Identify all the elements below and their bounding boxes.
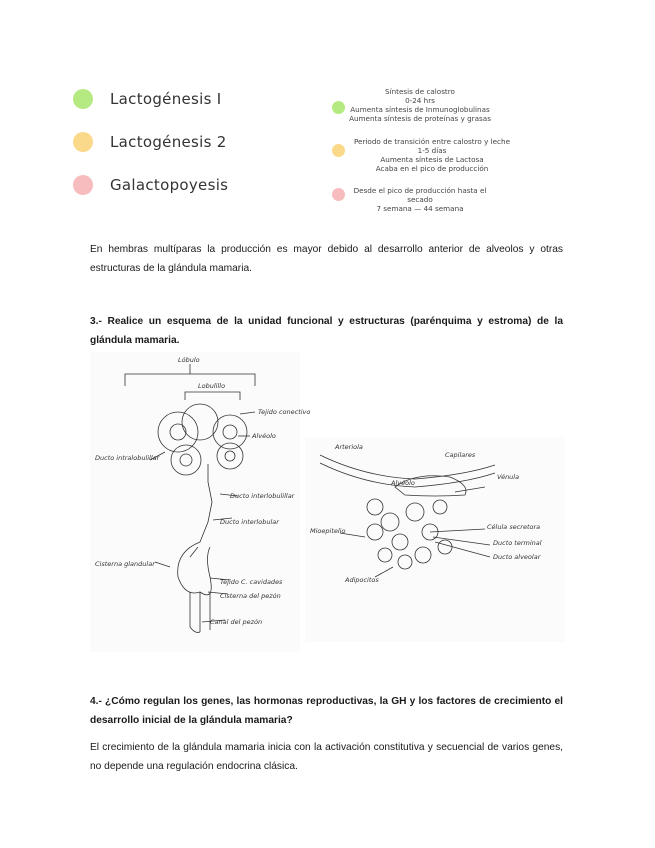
phase-dot-green <box>73 89 93 109</box>
diagram-label: Vénula <box>497 473 520 481</box>
diagram-label: Lobulillo <box>198 382 226 390</box>
alveolus-drawing <box>305 437 565 642</box>
phase-name: Galactopoyesis <box>110 176 229 194</box>
diagram-label: Célula secretora <box>487 523 541 531</box>
diagram-label: Capilares <box>445 451 476 459</box>
phase-description: Periodo de transición entre calostro y leche 1-5 días Aumenta síntesis de Lactosa Acaba en el pico de producción <box>353 137 510 173</box>
phase-dot-pink <box>73 175 93 195</box>
phase-description: Síntesis de calostro 0-24 hrs Aumenta síntesis de Inmunoglobulinas Aumenta síntesis de proteínas y grasas <box>349 87 491 123</box>
desc-dot-pink <box>332 188 345 201</box>
diagram-label: Arteriola <box>335 443 363 451</box>
diagram-label: Ducto interlobular <box>220 518 279 526</box>
diagram-label: Tejido C. cavidades <box>220 578 283 586</box>
phase-name: Lactogénesis 2 <box>110 133 227 151</box>
diagram-label: Mioepitelio <box>310 527 346 535</box>
paragraph-answer-4: El crecimiento de la glándula mamaria inicia con la activación constitutiva y secuencial de varios genes, no depende una regulación endocrina clásica. <box>90 742 563 772</box>
mammary-lobule-drawing <box>90 352 311 652</box>
phase-dot-yellow <box>73 132 93 152</box>
diagram-label: Ducto alveolar <box>493 553 541 561</box>
diagram-label: Alvéolo <box>252 432 276 440</box>
phase-description: Desde el pico de producción hasta el secado 7 semana — 44 semana <box>353 186 487 213</box>
phase-name: Lactogénesis I <box>110 90 222 108</box>
diagram-label: Ducto intralobulillar <box>95 454 160 462</box>
diagram-label: Cisterna del pezón <box>220 592 281 600</box>
diagram-label: Cisterna glandular <box>95 560 155 568</box>
diagram-label: Ducto terminal <box>493 539 542 547</box>
question-4: 4.- ¿Cómo regulan los genes, las hormonas reproductivas, la GH y los factores de crecimiento el desarrollo inicial de la glándula mamaria? <box>90 696 563 726</box>
diagram-label: Adipocitos <box>345 576 379 584</box>
diagram-label: Tejido conectivo <box>258 408 311 416</box>
diagram-label: Lóbulo <box>178 356 200 364</box>
diagram-label: Alvéolo <box>391 479 415 487</box>
paragraph-multiparas: En hembras multíparas la producción es mayor debido al desarrollo anterior de alveolos y otras estructuras de la glándula mamaria. <box>90 244 563 274</box>
diagram-label: Canal del pezón <box>210 618 263 626</box>
question-3: 3.- Realice un esquema de la unidad funcional y estructuras (parénquima y estroma) de la glándula mamaria. <box>90 316 563 346</box>
diagram-label: Ducto interlobulillar <box>230 492 295 500</box>
